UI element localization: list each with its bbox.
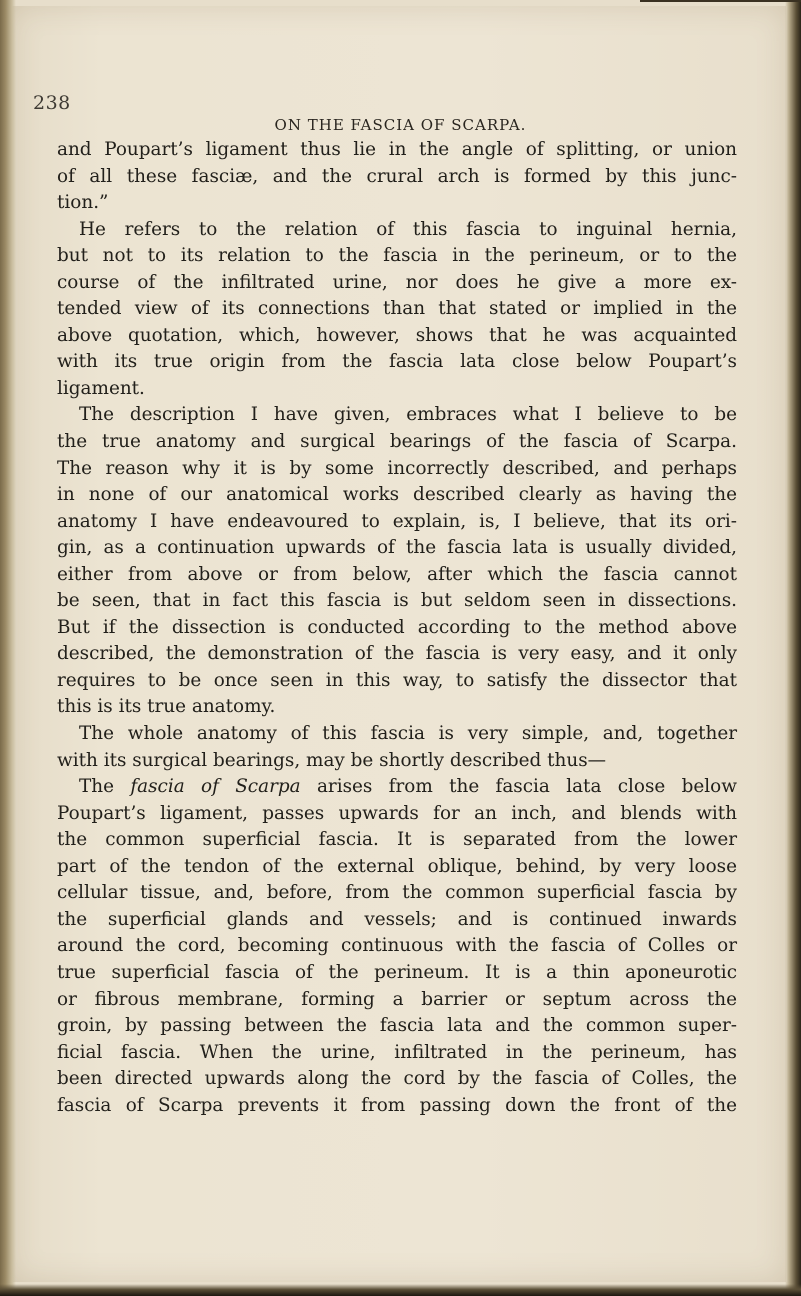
text-line: ligament. [57, 377, 145, 399]
text-line: or fibrous membrane, forming a barrier or septum across the [57, 988, 737, 1010]
page-number: 238 [33, 92, 71, 114]
text-line: gin, as a continuation upwards of the fascia lata is usually divided, [57, 537, 737, 559]
text-line: been directed upwards along the cord by the fascia of Colles, the [57, 1068, 737, 1090]
text-line: ficial fascia. When the urine, infiltrated in the perineum, has [57, 1041, 737, 1063]
text-line: around the cord, becoming continuous with the fascia of Colles or [57, 935, 737, 957]
lead-rest: arises from the fascia lata close below [316, 776, 737, 798]
top-edge-line [640, 0, 801, 2]
text-line: course of the infiltrated urine, nor does he give a more ex- [57, 271, 737, 293]
text-line: this is its true anatomy. [57, 696, 276, 718]
text-line: part of the tendon of the external oblique, behind, by very loose [57, 855, 737, 877]
text-line: The reason why it is by some incorrectly described, and perhaps [57, 457, 737, 479]
right-binding-edge [785, 0, 801, 1296]
text-line: described, the demonstration of the fascia is very easy, and it only [57, 643, 737, 665]
text-line: with its surgical bearings, may be shortly described thus— [57, 749, 607, 771]
lead-word: The [79, 776, 114, 798]
text-line: cellular tissue, and, before, from the common superficial fascia by [57, 882, 737, 904]
text-line: The description I have given, embraces what I believe to be [79, 404, 737, 426]
text-line: of all these fasciæ, and the crural arch is formed by this junc- [57, 165, 737, 187]
body-text [57, 137, 737, 1119]
text-line: the true anatomy and surgical bearings of the fascia of Scarpa. [57, 431, 737, 453]
left-binding-edge [0, 0, 16, 1296]
text-line: He refers to the relation of this fascia to inguinal hernia, [79, 218, 737, 240]
italic-term: fascia of Scarpa [130, 776, 301, 798]
text-line: either from above or from below, after which the fascia cannot [57, 563, 737, 585]
text-line: be seen, that in fact this fascia is but seldom seen in dissections. [57, 590, 737, 612]
text-line: tion.” [57, 192, 109, 214]
text-line: but not to its relation to the fascia in the perineum, or to the [57, 245, 737, 267]
text-line: fascia of Scarpa prevents it from passing down the front of the [57, 1094, 737, 1116]
text-line: above quotation, which, however, shows that he was acquainted [57, 324, 737, 346]
text-line: the common superficial fascia. It is separated from the lower [57, 829, 737, 851]
text-line: anatomy I have endeavoured to explain, is, I believe, that its ori- [57, 510, 737, 532]
running-head: ON THE FASCIA OF SCARPA. [274, 116, 527, 134]
text-line: The whole anatomy of this fascia is very simple, and, together [79, 723, 737, 745]
text-line: the superficial glands and vessels; and is continued inwards [57, 908, 737, 930]
text-line: requires to be once seen in this way, to satisfy the dissector that [57, 669, 737, 691]
text-line: groin, by passing between the fascia lata and the common super- [57, 1015, 737, 1037]
text-line: tended view of its connections than that stated or implied in the [57, 298, 737, 320]
text-line: in none of our anatomical works described clearly as having the [57, 484, 737, 506]
text-line: with its true origin from the fascia lata close below Poupart’s [57, 351, 737, 373]
text-line: true superficial fascia of the perineum. It is a thin aponeurotic [57, 961, 737, 983]
text-line: But if the dissection is conducted according to the method above [57, 616, 737, 638]
bottom-page-edge [0, 1284, 801, 1296]
text-line: Poupart’s ligament, passes upwards for an inch, and blends with [57, 802, 737, 824]
text-line-italic-lead [57, 774, 737, 801]
text-line: and Poupart’s ligament thus lie in the angle of splitting, or union [57, 139, 737, 160]
